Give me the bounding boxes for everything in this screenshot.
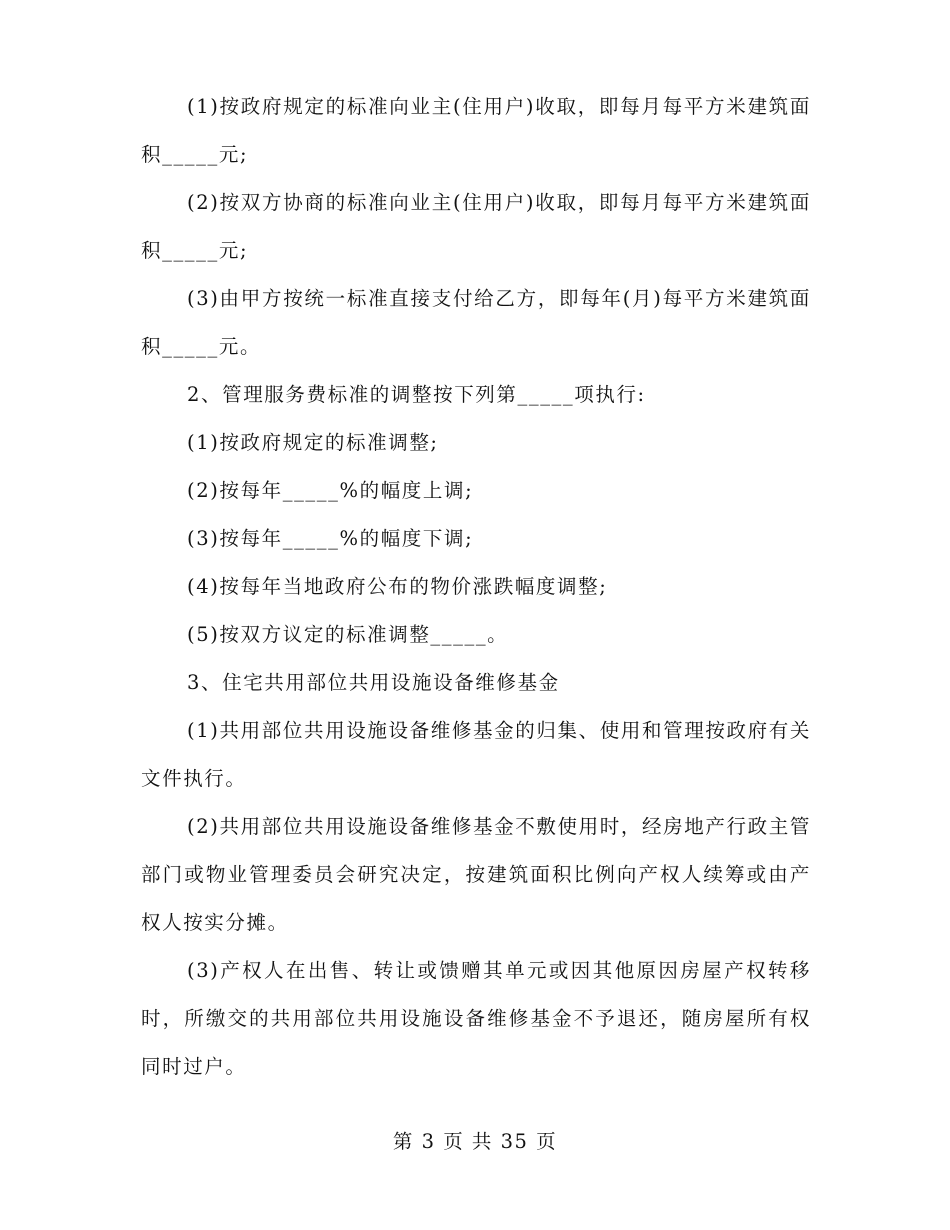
paragraph-fee-option-2: (2)按双方协商的标准向业主(住用户)收取，即每月每平方米建筑面积_____元; — [141, 191, 811, 262]
page-number-footer: 第 3 页 共 35 页 — [392, 1130, 558, 1153]
paragraph-fund-item-1: (1)共用部位共用设施设备维修基金的归集、使用和管理按政府有关文件执行。 — [141, 719, 811, 790]
paragraph-fund-item-2: (2)共用部位共用设施设备维修基金不敷使用时，经房地产行政主管部门或物业管理委员会研究决定，按建筑面积比例向产权人续筹或由产权人按实分摊。 — [141, 815, 811, 934]
paragraph-adjust-option-3: (3)按每年_____%的幅度下调; — [187, 527, 474, 550]
paragraph-adjust-option-1: (1)按政府规定的标准调整; — [187, 431, 439, 454]
paragraph-adjust-option-4: (4)按每年当地政府公布的物价涨跌幅度调整; — [187, 575, 608, 598]
section-heading-fee-adjustment: 2、管理服务费标准的调整按下列第_____项执行: — [187, 383, 646, 406]
document-body — [141, 83, 811, 1091]
paragraph-adjust-option-5: (5)按双方议定的标准调整_____。 — [187, 623, 509, 646]
paragraph-fund-item-3: (3)产权人在出售、转让或馈赠其单元或因其他原因房屋产权转移时，所缴交的共用部位共用设施设备维修基金不予退还，随房屋所有权同时过户。 — [141, 959, 811, 1078]
section-heading-maintenance-fund: 3、住宅共用部位共用设施设备维修基金 — [187, 671, 560, 694]
paragraph-fee-option-1: (1)按政府规定的标准向业主(住用户)收取，即每月每平方米建筑面积_____元; — [141, 95, 811, 166]
paragraph-fee-option-3: (3)由甲方按统一标准直接支付给乙方，即每年(月)每平方米建筑面积_____元。 — [141, 287, 811, 358]
paragraph-adjust-option-2: (2)按每年_____%的幅度上调; — [187, 479, 474, 502]
